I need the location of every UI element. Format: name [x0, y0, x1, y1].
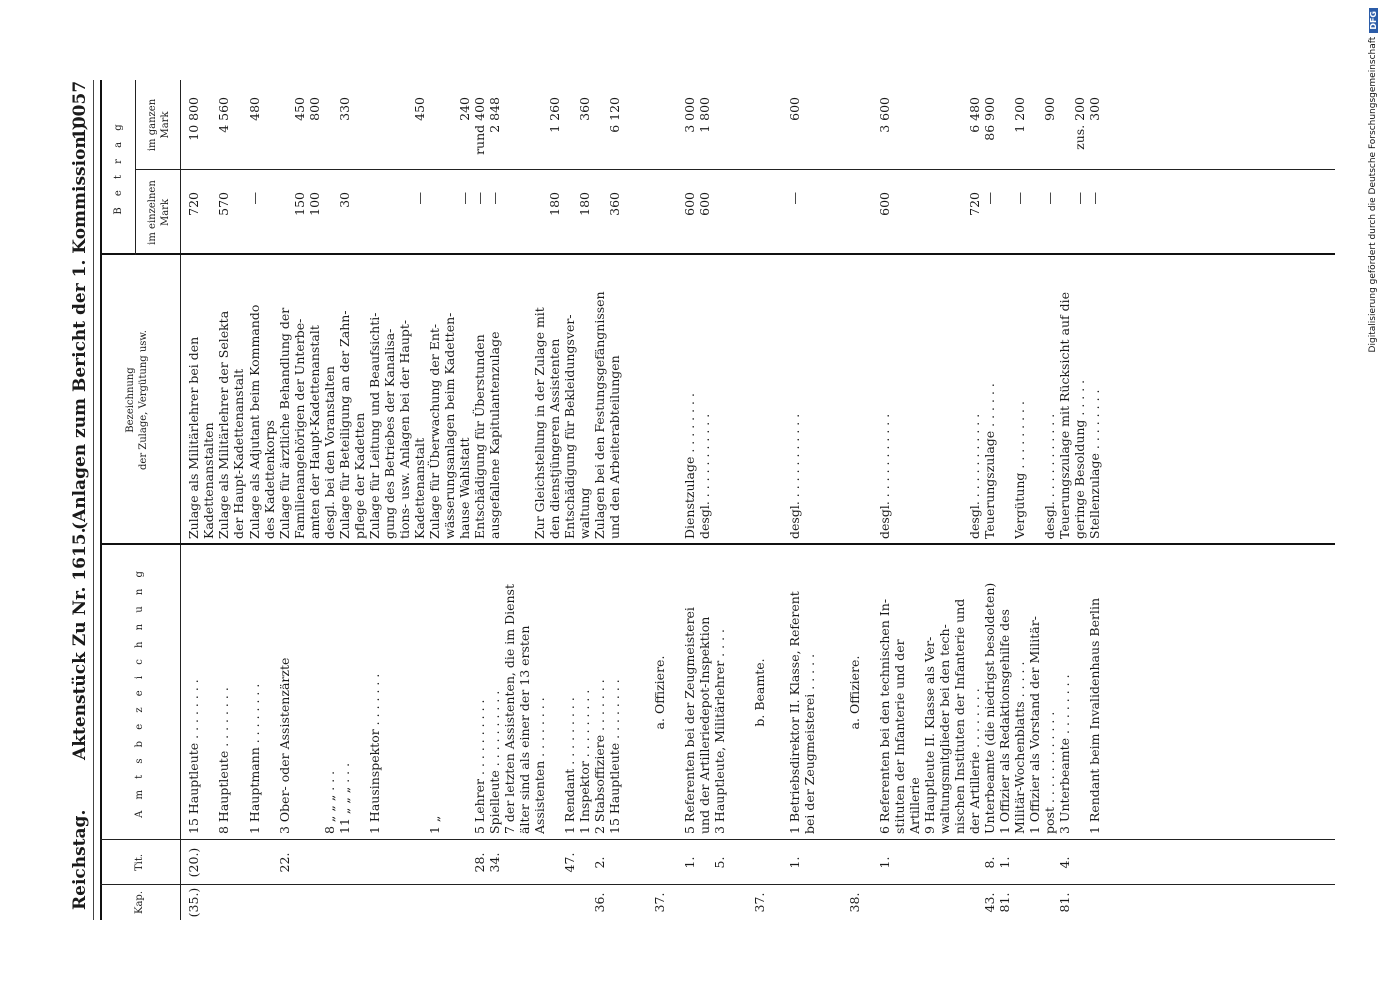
cell-tit: 2.: [592, 856, 607, 869]
col-divider-amt: [100, 543, 1335, 545]
cell-amt: 1 „: [427, 815, 442, 834]
cell-amt: 1 Betriebsdirektor II. Klasse, Referent: [787, 591, 802, 834]
col-divider-bez: [100, 253, 1335, 255]
table-header-rule: [180, 80, 181, 920]
cell-ganz: 2 848: [487, 97, 502, 133]
cell-kap: (35.): [186, 887, 201, 918]
cell-amt: Assistenten . . . . . . . .: [532, 697, 547, 834]
cell-tit: 34.: [487, 852, 502, 873]
cell-kap: 43.: [982, 892, 997, 913]
cell-bez: Zur Gleichstellung in der Zulage mit: [532, 307, 547, 539]
cell-bez: amten der Haupt-Kadettenanstalt: [307, 325, 322, 539]
col-header-ganzen-line2: Mark: [160, 111, 171, 139]
cell-bez: Stellenzulage . . . . . . . .: [1087, 389, 1102, 539]
header-aktenstueck: Aktenstück Zu Nr. 1615.: [70, 527, 90, 760]
cell-bez: desgl. . . . . . . . . . . .: [877, 413, 892, 539]
cell-tit: 5.: [712, 856, 727, 869]
cell-amt: 3 Unterbeamte . . . . . . . .: [1057, 674, 1072, 834]
cell-ganz: 450: [412, 97, 427, 121]
table-top-rule: [100, 80, 102, 920]
cell-amt: Militär-Wochenblatts . . . . .: [1012, 661, 1027, 834]
cell-amt: 2 Stabsoffiziere . . . . . . .: [592, 679, 607, 834]
cell-bez: Teuerungszulage . . . . . .: [982, 383, 997, 539]
cell-tit: 1.: [997, 856, 1012, 869]
cell-ganz: 300: [1087, 97, 1102, 121]
cell-bez: Dienstzulage . . . . . . . .: [682, 393, 697, 539]
col-header-einzeln-line1: im einzelnen: [147, 180, 158, 245]
cell-einz: 180: [577, 192, 592, 216]
cell-einz: —: [247, 192, 262, 205]
cell-einz: 30: [337, 192, 352, 208]
cell-amt: 1 Offizier als Vorstand der Militär-: [1027, 616, 1042, 834]
col-header-ganzen-line1: im ganzen: [147, 98, 158, 152]
cell-ganz: 3 000: [682, 97, 697, 133]
cell-tit: 1.: [787, 856, 802, 869]
cell-ganz: 86 900: [982, 97, 997, 141]
cell-ganz: 480: [247, 97, 262, 121]
cell-amt: Artillerie: [907, 777, 922, 834]
cell-ganz: 360: [577, 97, 592, 121]
cell-ganz: 800: [307, 97, 322, 121]
col-header-bezeichnung-line1: Bezeichnung: [125, 367, 136, 433]
section-heading: a. Offiziere.: [847, 655, 862, 730]
cell-kap: 81.: [1057, 892, 1072, 913]
cell-bez: Familienangehörigen der Unterbe-: [292, 318, 307, 539]
cell-tit: 47.: [562, 852, 577, 873]
header-rule: [93, 80, 94, 920]
cell-einz: 600: [682, 192, 697, 216]
cell-kap: 36.: [592, 892, 607, 913]
cell-amt: 3 Ober- oder Assistenzärzte: [277, 657, 292, 834]
col-header-bezeichnung-line2: der Zulage, Vergütung usw.: [138, 330, 149, 470]
cell-amt: 1 Offizier als Redaktionsgehilfe des: [997, 609, 1012, 834]
cell-amt: 5 Referenten bei der Zeugmeisterei: [682, 607, 697, 834]
col-header-einzeln: [146, 170, 172, 255]
page-number: 10057: [70, 80, 90, 140]
cell-ganz: 4 560: [216, 97, 231, 133]
cell-bez: wässerungsanlagen beim Kadetten-: [442, 312, 457, 539]
cell-bez: Zulage als Adjutant beim Kommando: [247, 304, 262, 539]
cell-kap: 38.: [847, 892, 862, 913]
cell-tit: 4.: [1057, 856, 1072, 869]
cell-bez: Entschädigung für Bekleidungsver-: [562, 314, 577, 539]
cell-einz: —: [472, 192, 487, 205]
col-divider-betrag: [135, 169, 1335, 170]
cell-ganz: 1 260: [547, 97, 562, 133]
cell-bez: tions- usw. Anlagen bei der Haupt-: [397, 319, 412, 539]
cell-einz: —: [487, 192, 502, 205]
cell-amt: waltungsmitglieder bei den tech-: [937, 624, 952, 834]
cell-kap: 37.: [752, 892, 767, 913]
cell-tit: 1.: [682, 856, 697, 869]
cell-tit: 22.: [277, 852, 292, 873]
cell-amt: 1 Rendant beim Invalidenhaus Berlin: [1087, 597, 1102, 834]
cell-amt: 11 „ „ „ . . .: [337, 762, 352, 834]
cell-amt: 8 „ „ „ . . .: [322, 770, 337, 834]
cell-bez: Zulage für Leitung und Beaufsichti-: [367, 312, 382, 539]
cell-amt: Unterbeamte (die niedrigst besoldeten): [982, 582, 997, 834]
cell-amt: post . . . . . . . . . . . .: [1042, 711, 1057, 834]
cell-amt: stituten der Infanterie und der: [892, 639, 907, 834]
cell-einz: 720: [967, 192, 982, 216]
header-title: (Anlagen zum Bericht der 1. Kommission.): [70, 122, 90, 530]
cell-einz: 100: [307, 192, 322, 216]
cell-bez: Zulage für Beteiligung an der Zahn-: [337, 310, 352, 539]
cell-bez: desgl. . . . . . . . . . . .: [967, 413, 982, 539]
cell-amt: der Artillerie . . . . . . . .: [967, 688, 982, 834]
cell-bez: den dienstjüngeren Assistenten: [547, 338, 562, 539]
section-heading: a. Offiziere.: [652, 655, 667, 730]
cell-bez: Teuerungszulage mit Rücksicht auf die: [1057, 291, 1072, 539]
cell-ganz: 450: [292, 97, 307, 121]
cell-bez: desgl. . . . . . . . . . . .: [697, 413, 712, 539]
cell-ganz: 1 200: [1012, 97, 1027, 133]
cell-amt: 1 Hauptmann . . . . . . . .: [247, 683, 262, 834]
cell-amt: 15 Hauptleute . . . . . . . .: [607, 679, 622, 834]
cell-bez: Vergütung . . . . . . . . .: [1012, 401, 1027, 539]
cell-einz: 720: [186, 192, 201, 216]
cell-bez: Zulagen bei den Festungsgefängnissen: [592, 291, 607, 539]
col-header-bezeichnung: [124, 255, 150, 545]
cell-ganz: 3 600: [877, 97, 892, 133]
section-heading: b. Beamte.: [752, 658, 767, 727]
cell-bez: Zulage für Überwachung der Ent-: [427, 323, 442, 539]
cell-tit: 1.: [877, 856, 892, 869]
cell-bez: Zulage als Militärlehrer bei den: [186, 336, 201, 539]
cell-bez: ausgefallene Kapitulantenzulage: [487, 331, 502, 539]
col-header-amtsbezeichnung: A m t s b e z e i c h n u n g: [134, 567, 145, 818]
cell-amt: 15 Hauptleute . . . . . . . .: [186, 679, 201, 834]
cell-amt: nischen Instituten der Infanterie und: [952, 598, 967, 834]
cell-ganz: rund 400: [472, 97, 487, 155]
cell-tit: 8.: [982, 856, 997, 869]
col-header-einzeln-line2: Mark: [160, 198, 171, 227]
cell-bez: desgl. bei den Voranstalten: [322, 366, 337, 539]
cell-ganz: 330: [337, 97, 352, 121]
cell-ganz: 10 800: [186, 97, 201, 141]
cell-amt: 9 Hauptleute II. Klasse als Ver-: [922, 636, 937, 834]
cell-amt: 3 Hauptleute, Militärlehrer . . . .: [712, 629, 727, 834]
cell-ganz: 240: [457, 97, 472, 121]
cell-ganz: 900: [1042, 97, 1057, 121]
cell-ganz: 6 120: [607, 97, 622, 133]
col-header-kap: Kap.: [134, 891, 145, 915]
cell-bez: waltung: [577, 487, 592, 539]
cell-einz: 600: [877, 192, 892, 216]
cell-amt: 1 Hausinspektor . . . . . . .: [367, 673, 382, 834]
cell-bez: hause Wahlstatt: [457, 437, 472, 539]
cell-bez: und den Arbeiterabteilungen: [607, 355, 622, 539]
cell-bez: Kadettenanstalten: [201, 422, 216, 539]
cell-amt: bei der Zeugmeisterei . . . . .: [802, 653, 817, 834]
cell-tit: (20.): [186, 847, 201, 878]
cell-kap: 37.: [652, 892, 667, 913]
cell-bez: Entschädigung für Überstunden: [472, 334, 487, 539]
dfg-logo-badge: DFG: [1369, 8, 1378, 33]
cell-einz: 150: [292, 192, 307, 216]
cell-amt: 5 Lehrer . . . . . . . . . .: [472, 699, 487, 834]
cell-einz: —: [1072, 192, 1087, 205]
cell-amt: 1 Rendant . . . . . . . . .: [562, 697, 577, 834]
col-header-tit: Tit.: [134, 853, 145, 872]
cell-einz: —: [1087, 192, 1102, 205]
cell-amt: 1 Inspektor . . . . . . . . .: [577, 689, 592, 834]
betrag-subheader-rule: [135, 80, 136, 255]
cell-amt: Spielleute . . . . . . . . . .: [487, 690, 502, 834]
cell-kap: 81.: [997, 892, 1012, 913]
cell-einz: —: [1042, 192, 1057, 205]
col-header-betrag: B e t r a g: [113, 120, 124, 215]
cell-tit: 28.: [472, 852, 487, 873]
cell-einz: 570: [216, 192, 231, 216]
cell-bez: der Haupt-Kadettenanstalt: [231, 368, 246, 539]
col-header-ganzen: [146, 80, 172, 170]
cell-bez: desgl. . . . . . . . . . . .: [1042, 413, 1057, 539]
cell-einz: —: [457, 192, 472, 205]
cell-bez: Zulage als Militärlehrer der Selekta: [216, 310, 231, 539]
cell-amt: 7 der letzten Assistenten, die im Dienst: [502, 584, 517, 834]
cell-einz: —: [412, 192, 427, 205]
cell-bez: desgl. . . . . . . . . . . .: [787, 413, 802, 539]
cell-einz: 360: [607, 192, 622, 216]
cell-einz: —: [982, 192, 997, 205]
cell-bez: Zulage für ärztliche Behandlung der: [277, 307, 292, 539]
cell-ganz: 600: [787, 97, 802, 121]
cell-ganz: 1 800: [697, 97, 712, 133]
cell-einz: —: [787, 192, 802, 205]
col-divider-kap: [100, 884, 1335, 885]
cell-bez: Kadettenanstalt: [412, 437, 427, 539]
cell-ganz: 6 480: [967, 97, 982, 133]
cell-amt: und der Artilleriedepot-Inspektion: [697, 616, 712, 834]
cell-einz: 600: [697, 192, 712, 216]
cell-amt: älter sind als einer der 13 ersten: [517, 625, 532, 834]
cell-einz: 180: [547, 192, 562, 216]
digitization-credit: [1364, 8, 1382, 992]
cell-amt: 8 Hauptleute . . . . . . . .: [216, 687, 231, 834]
cell-bez: geringe Besoldung . . . . .: [1072, 379, 1087, 539]
col-divider-tit: [100, 839, 1335, 840]
cell-bez: pflege der Kadetten: [352, 412, 367, 539]
credit-text: Digitalisierung gefördert durch die Deutsche Forschungsgemeinschaft: [1368, 36, 1378, 353]
header-reichstag: Reichstag.: [70, 809, 90, 910]
cell-bez: gung des Betriebes der Kanalisa-: [382, 328, 397, 539]
cell-ganz: zus. 200: [1072, 97, 1087, 150]
cell-einz: —: [1012, 192, 1027, 205]
cell-bez: des Kadettenkorps: [262, 420, 277, 539]
cell-amt: 6 Referenten bei den technischen In-: [877, 598, 892, 834]
